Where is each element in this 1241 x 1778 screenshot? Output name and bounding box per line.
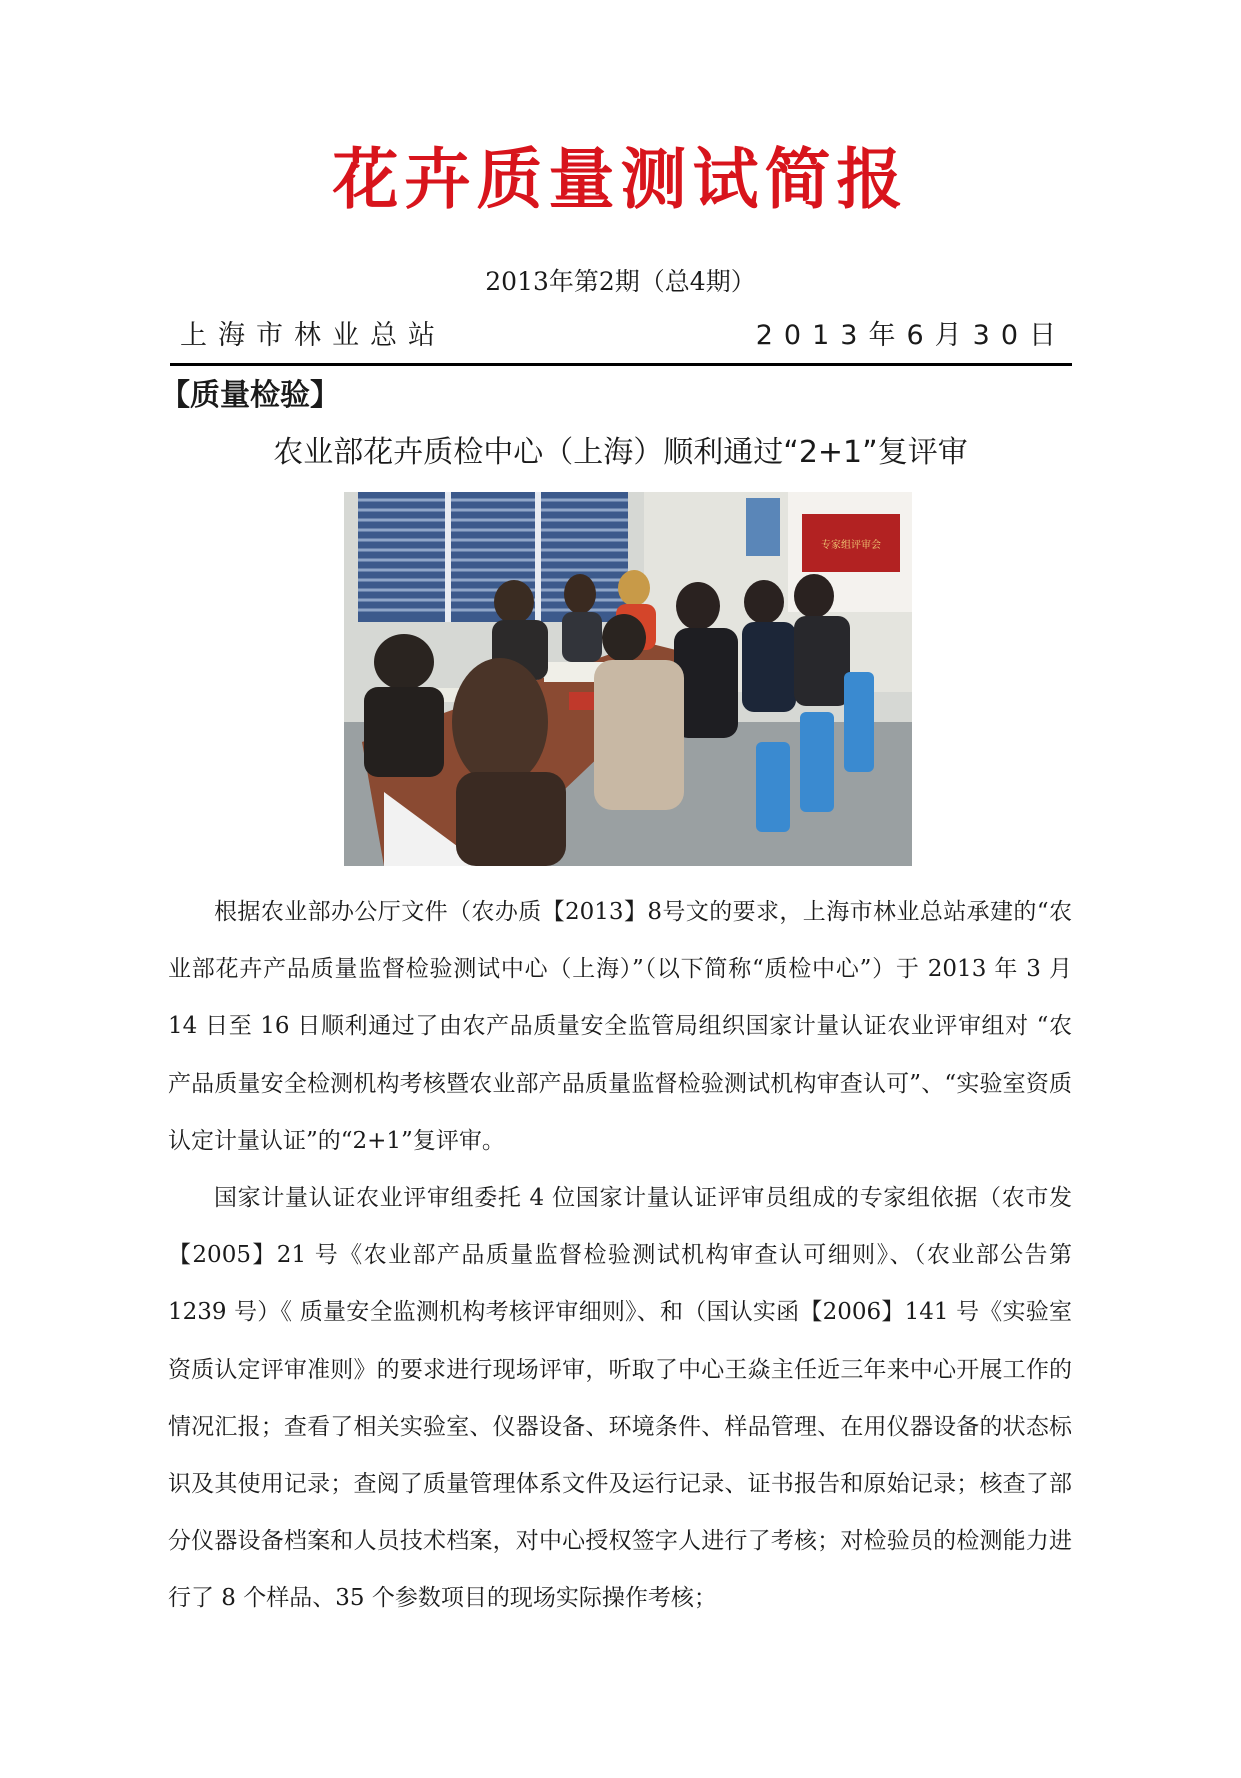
slide-text: 专家组评审会 xyxy=(821,540,881,551)
section-label: 【质量检验】 xyxy=(160,378,340,413)
article-body xyxy=(168,884,1072,1628)
masthead-title: 花卉质量测试简报 xyxy=(332,141,909,218)
publication-date: 2013年6月30日 xyxy=(755,320,1067,351)
article-headline: 农业部花卉质检中心（上海）顺利通过“2+1”复评审 xyxy=(273,435,968,470)
article-paragraph: 根据农业部办公厅文件（农办质【2013】8号文的要求，上海市林业总站承建的“农业部花卉产品质量监督检验测试中心（上海）”（以下简称“质检中心”）于 2013 年 3 月 14 日至 16 日顺利通过了由农产品质量安全监管局组织国家计量认证农业评审组对 “农产品质量安全检测机构考核暨农业部产品质量监督检验测试机构审查认可”、“实验室资质认定计量认证”的“2+1”复评审。 xyxy=(168,899,1072,1154)
publisher-organization: 上海市林业总站 xyxy=(180,320,446,351)
issue-number: 2013年第2期（总4期） xyxy=(485,267,756,296)
article-paragraph: 国家计量认证农业评审组委托 4 位国家计量认证评审员组成的专家组依据（农市发【2005】21 号《农业部产品质量监督检验测试机构审查认可细则》、（农业部公告第 1239 号）《 质量安全监测机构考核评审细则》、和（国认实函【2006】141 号《实验室资质认定评审准则》的要求进行现场评审，听取了中心王焱主任近三年来中心开展工作的情况汇报；查看了相关实验室、仪器设备、环境条件、样品管理、在用仪器设备的状态标识及其使用记录；查阅了质量管理体系文件及运行记录、证书报告和原始记录；核查了部分仪器设备档案和人员技术档案，对中心授权签字人进行了考核；对检验员的检测能力进行了 8 个样品、35 个参数项目的现场实际操作考核； xyxy=(168,1185,1072,1612)
meeting-photo xyxy=(344,492,912,866)
header-divider xyxy=(170,363,1072,366)
